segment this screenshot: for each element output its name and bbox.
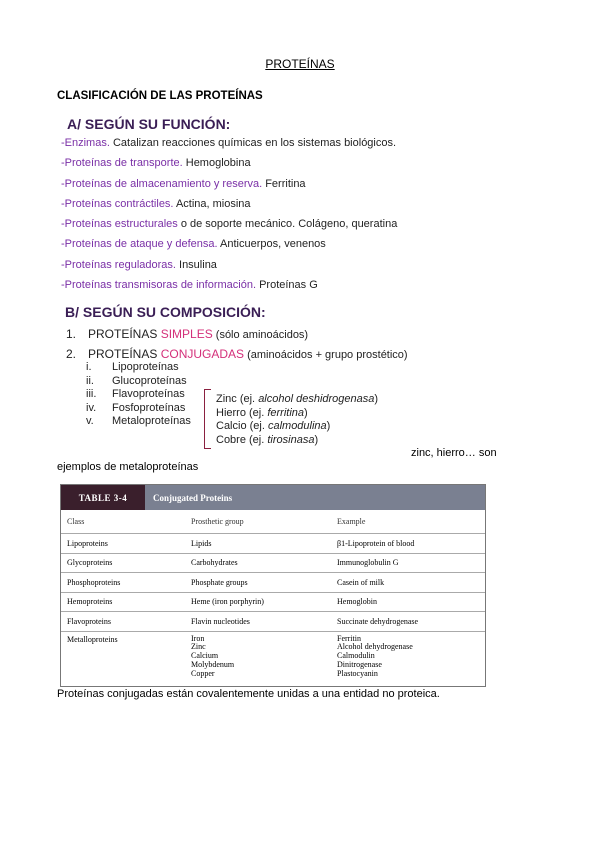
cell-line: Alcohol dehydrogenase xyxy=(337,642,413,652)
table-cell: Flavoproteins xyxy=(67,616,111,626)
classification-heading: CLASIFICACIÓN DE LAS PROTEÍNAS xyxy=(57,90,263,102)
table-cell: Lipoproteins xyxy=(67,538,108,548)
cell-line: Iron xyxy=(191,633,205,643)
table-cell: Phosphate groups xyxy=(191,577,248,587)
list-item: ii. Glucoproteínas xyxy=(86,374,187,387)
bracket-divider xyxy=(204,389,211,449)
table-cell: Lipids xyxy=(191,538,212,548)
table-caption: Conjugated Proteins xyxy=(153,492,233,503)
list-item: -Proteínas contráctiles. Actina, miosina xyxy=(61,197,251,210)
table-footnote: Proteínas conjugadas están covalentemente unidas a una entidad no proteica. xyxy=(57,688,440,700)
list-item: Cobre (ej. tirosinasa) xyxy=(216,433,319,446)
table-label: TABLE 3-4 xyxy=(61,485,145,510)
cell-line: Plastocyanin xyxy=(337,668,378,678)
column-header: Example xyxy=(337,517,366,526)
list-item: -Proteínas de almacenamiento y reserva. Ferritina xyxy=(61,177,306,190)
table-row xyxy=(61,534,485,554)
section-b-title: B/ SEGÚN SU COMPOSICIÓN: xyxy=(65,304,266,320)
list-item: -Proteínas de transporte. Hemoglobina xyxy=(61,157,251,170)
cell-line: Zinc xyxy=(191,642,206,652)
table-cell: Heme (iron porphyrin) xyxy=(191,597,264,607)
list-item: -Proteínas estructurales o de soporte mecánico. Colágeno, queratina xyxy=(61,218,398,231)
conjugated-proteins-table xyxy=(60,484,486,687)
table-row xyxy=(61,612,485,632)
table-row xyxy=(61,593,485,613)
cell-line: Calcium xyxy=(191,651,219,661)
table-cell: Carbohydrates xyxy=(191,558,238,568)
list-item: iv. Fosfoproteínas xyxy=(86,401,186,414)
note-text: zinc, hierro… son xyxy=(411,447,497,459)
column-header: Prosthetic group xyxy=(191,517,244,526)
cell-line: Ferritin xyxy=(337,633,361,643)
list-item: -Proteínas transmisoras de información. Proteínas G xyxy=(61,279,318,292)
list-item: v. Metaloproteínas xyxy=(86,415,191,428)
function-list xyxy=(61,134,397,296)
composition-list xyxy=(66,325,408,365)
list-item: 1. PROTEÍNAS SIMPLES (sólo aminoácidos) xyxy=(66,327,309,341)
list-item: 2. PROTEÍNAS CONJUGADAS (aminoácidos + grupo prostético) xyxy=(66,347,408,361)
list-item: Calcio (ej. calmodulina) xyxy=(216,420,331,433)
table-row xyxy=(61,554,485,574)
page-title: PROTEÍNAS xyxy=(265,57,335,71)
table-row xyxy=(61,573,485,593)
table-cell xyxy=(337,635,485,679)
table-cell: Metalloproteins xyxy=(67,634,118,644)
list-item: -Enzimas. Catalizan reacciones químicas en los sistemas biológicos. xyxy=(61,137,397,149)
list-item: Hierro (ej. ferritina) xyxy=(216,406,308,419)
cell-line: Molybdenum xyxy=(191,659,235,669)
table-cell: Immunoglobulin G xyxy=(337,558,399,568)
table-header-bar xyxy=(61,485,485,510)
table-cell: Casein of milk xyxy=(337,577,385,587)
cell-line: Copper xyxy=(191,668,215,678)
table-cell: β1-Lipoprotein of blood xyxy=(337,538,415,548)
cell-line: Dinitrogenase xyxy=(337,659,382,669)
table-cell: Hemoglobin xyxy=(337,597,377,607)
note-text-continued: ejemplos de metaloproteínas xyxy=(57,461,199,473)
table-cell: Phosphoproteins xyxy=(67,577,121,587)
section-a-title: A/ SEGÚN SU FUNCIÓN: xyxy=(67,116,231,132)
list-item: -Proteínas de ataque y defensa. Anticuerpos, venenos xyxy=(61,238,326,251)
table-cell: Flavin nucleotides xyxy=(191,616,250,626)
list-item: i. Lipoproteínas xyxy=(86,361,179,373)
cell-line: Calmodulin xyxy=(337,651,375,661)
list-item: Zinc (ej. alcohol deshidrogenasa) xyxy=(216,393,379,405)
table-row xyxy=(61,632,485,686)
table-cell xyxy=(191,635,337,679)
column-header: Class xyxy=(67,517,85,526)
metal-examples xyxy=(216,393,378,447)
table-column-headers xyxy=(61,510,485,534)
table-cell: Hemoproteins xyxy=(67,597,113,607)
list-item: iii. Flavoproteínas xyxy=(86,388,185,401)
table-cell: Succinate dehydrogenase xyxy=(337,616,419,626)
table-cell: Glycoproteins xyxy=(67,558,113,568)
list-item: -Proteínas reguladoras. Insulina xyxy=(61,258,217,271)
conjugated-sublist xyxy=(86,361,191,429)
